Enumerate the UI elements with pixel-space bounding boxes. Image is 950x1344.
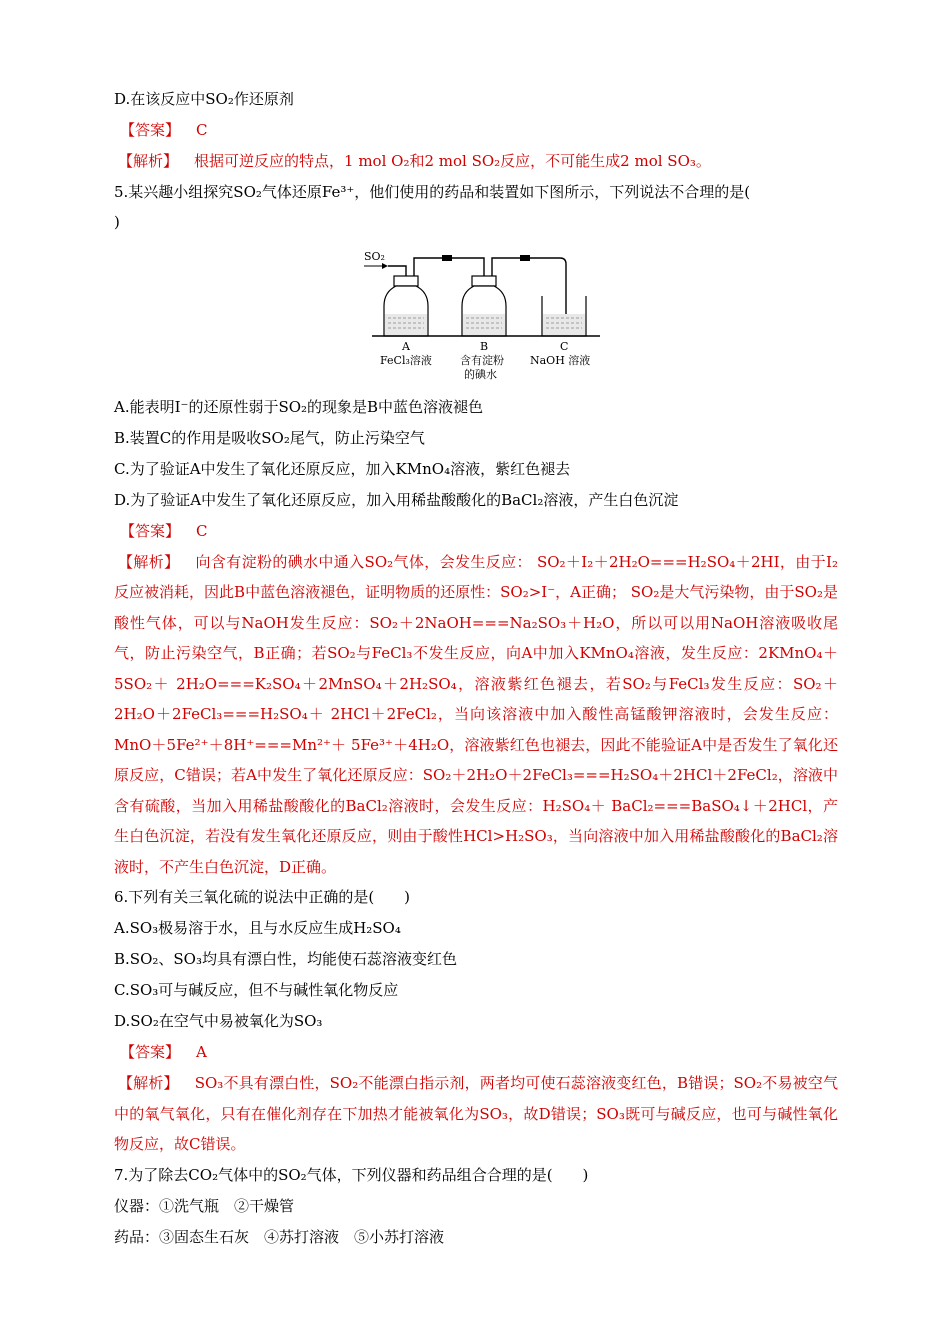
q5-option-c: C.为了验证A中发生了氧化还原反应，加入KMnO₄溶液，紫红色褪去 <box>114 459 571 478</box>
document-page <box>114 84 838 1253</box>
q7-stem: 7.为了除去CO₂气体中的SO₂气体，下列仪器和药品组合合理的是( ) <box>114 1165 589 1184</box>
label-b-name-1: 含有淀粉 <box>460 353 504 367</box>
q5-stem <box>114 177 838 238</box>
q5-option-b: B.装置C的作用是吸收SO₂尾气，防止污染空气 <box>114 428 425 447</box>
q6-answer: A <box>196 1043 207 1061</box>
label-b-letter: B <box>480 339 489 353</box>
q5-answer: C <box>196 521 208 540</box>
gas-label: SO₂ <box>364 249 385 263</box>
analysis-tag: 【解析】 <box>118 152 179 170</box>
q4-analysis: 根据可逆反应的特点，1 mol O₂和2 mol SO₂反应，不可能生成2 mol SO₃。 <box>194 152 711 170</box>
q6-analysis-line <box>114 1068 838 1160</box>
apparatus-figure <box>364 244 604 384</box>
gas-arrow-head <box>382 263 388 269</box>
clamp-2 <box>520 255 530 261</box>
q6-analysis: SO₃不具有漂白性，SO₂不能漂白指示剂，两者均可使石蕊溶液变红色，B错误；SO₂不易被空气中的氧气氧化，只有在催化剂存在下加热才能被氧化为SO₃，故D错误；SO₃既可与碱反应，也可与碱性氧化物反应，故C错误。 <box>114 1074 838 1153</box>
q4-option-d: D.在该反应中SO₂作还原剂 <box>114 90 294 108</box>
label-c-letter: C <box>560 339 569 353</box>
analysis-tag: 【解析】 <box>118 552 180 571</box>
q6-stem: 6.下列有关三氧化硫的说法中正确的是( ) <box>114 888 411 906</box>
q5-answer-line <box>114 516 838 547</box>
q6-option-b: B.SO₂、SO₃均具有漂白性，均能使石蕊溶液变红色 <box>114 950 457 968</box>
q5-option-a: A.能表明I⁻的还原性弱于SO₂的现象是B中蓝色溶液褪色 <box>114 397 484 416</box>
bottle-b <box>462 276 506 336</box>
label-b-name-2: 的碘水 <box>464 367 497 381</box>
q4-answer: C <box>196 121 208 139</box>
answer-tag: 【答案】 <box>120 121 181 139</box>
answer-tag: 【答案】 <box>120 521 181 540</box>
clamp-1 <box>442 255 452 261</box>
q5-stem-cont: ) <box>114 213 120 231</box>
analysis-tag: 【解析】 <box>118 1074 179 1092</box>
q4-analysis-line <box>114 146 838 177</box>
answer-tag: 【答案】 <box>120 1043 181 1061</box>
q5-stem-text: 5.某兴趣小组探究SO₂气体还原Fe³⁺，他们使用的药品和装置如下图所示，下列说法不合理的是( <box>114 182 751 201</box>
bottle-a <box>384 276 428 336</box>
q5-analysis: 向含有淀粉的碘水中通入SO₂气体，会发生反应： SO₂＋I₂＋2H₂O===H₂SO₄＋2HI，由于I₂反应被消耗，因此B中蓝色溶液褪色，证明物质的还原性：SO₂>I⁻，A正确； SO₂是大气污染物，由于SO₂是酸性气体，可以与NaOH发生反应：SO₂＋2NaOH===Na₂SO₃＋H₂O，所以可以用NaOH溶液吸收尾气，防止污染空气，B正确；若SO₂与FeCl₃不发生反应，向A中加入KMnO₄溶液，发生反应：2KMnO₄＋5SO₂＋ 2H₂O===K₂SO₄＋2MnSO₄＋2H₂SO₄，溶液紫红色褪去，若SO₂与FeCl₃发生反应：SO₂＋2H₂O＋2FeCl₃===H₂SO₄＋ 2HCl＋2FeCl₂，当向该溶液中加入酸性高锰酸钾溶液时，会发生反应：MnO＋5Fe²⁺＋8H⁺===Mn²⁺＋ 5Fe³⁺＋4H₂O，溶液紫红色也褪去，因此不能验证A中是否发生了氧化还原反应，C错误；若A中发生了氧化还原反应：SO₂＋2H₂O＋2FeCl₃===H₂SO₄＋2HCl＋2FeCl₂，溶液中含有硫酸，当加入用稀盐酸酸化的BaCl₂溶液时，会发生反应：H₂SO₄＋ BaCl₂===BaSO₄↓＋2HCl，产生白色沉淀，若没有发生氧化还原反应，则由于酸性HCl>H₂SO₃，当向溶液中加入用稀盐酸酸化的BaCl₂溶液时，不产生白色沉淀，D正确。 <box>114 552 838 876</box>
q7-instruments: 仪器：①洗气瓶 ②干燥管 <box>114 1196 295 1215</box>
q7-reagents: 药品：③固态生石灰 ④苏打溶液 ⑤小苏打溶液 <box>114 1227 445 1246</box>
q6-option-c: C.SO₃可与碱反应，但不与碱性氧化物反应 <box>114 981 399 999</box>
q5-option-d: D.为了验证A中发生了氧化还原反应，加入用稀盐酸酸化的BaCl₂溶液，产生白色沉淀 <box>114 490 679 509</box>
q6-option-a: A.SO₃极易溶于水，且与水反应生成H₂SO₄ <box>114 919 401 937</box>
q5-analysis-line <box>114 547 838 883</box>
q6-option-d: D.SO₂在空气中易被氧化为SO₃ <box>114 1012 323 1030</box>
q6-answer-line <box>114 1037 838 1068</box>
label-a-letter: A <box>402 339 410 353</box>
q4-answer-line <box>114 115 838 146</box>
label-c-name: NaOH 溶液 <box>530 353 591 367</box>
beaker-c <box>542 296 586 336</box>
label-a-name: FeCl₃溶液 <box>380 353 432 367</box>
